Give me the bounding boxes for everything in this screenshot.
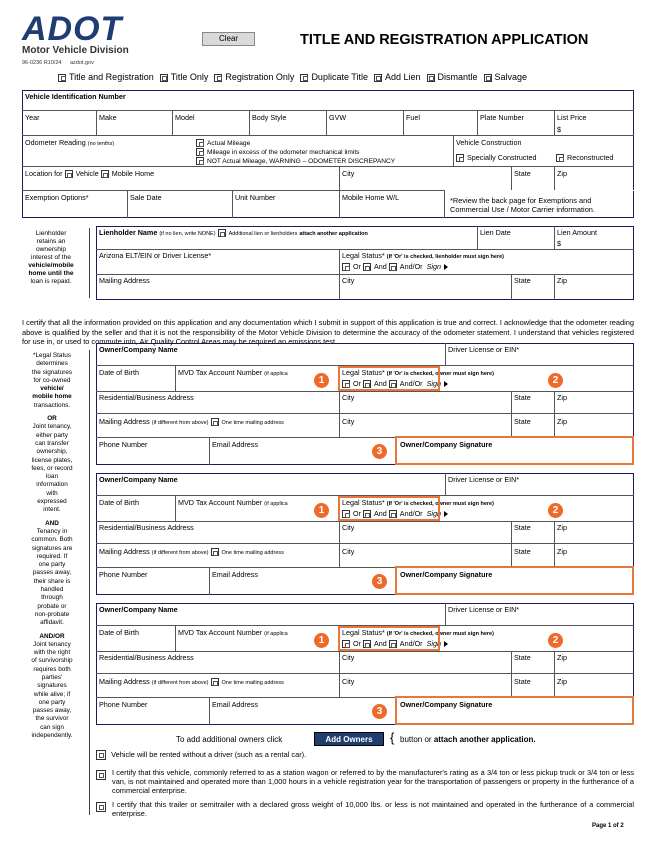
side-note-line: loan (45, 473, 59, 481)
vehicle-state[interactable]: State (514, 169, 531, 178)
owner-signature-field[interactable]: Owner/Company Signature (400, 440, 493, 449)
side-note-line: Joint tenancy (33, 640, 71, 648)
elt-field[interactable]: Arizona ELT/EIN or Driver License* (99, 251, 212, 260)
side-note-line: one party (38, 561, 66, 569)
currency-sign: $ (557, 125, 561, 134)
construction-reconstructed[interactable]: Reconstructed (556, 154, 613, 162)
declaration-rental[interactable]: Vehicle will be rented without a driver (such as a rental car). (96, 750, 306, 760)
owner-mail-state[interactable]: State (514, 417, 531, 426)
vin-label: Vehicle Identification Number (25, 92, 126, 101)
lien-legal-options[interactable]: Or And And/Or Sign (342, 263, 448, 271)
checkbox[interactable] (101, 170, 109, 178)
checkbox[interactable] (211, 678, 219, 686)
owner-res-zip[interactable]: Zip (557, 523, 567, 532)
checkbox[interactable] (484, 74, 492, 82)
arrow-right-icon (444, 264, 448, 270)
owner-residential-field[interactable]: Residential/Business Address (99, 393, 194, 402)
side-note-line: passes away, (32, 707, 72, 715)
option-title-only[interactable] (160, 72, 209, 86)
checkbox[interactable] (427, 74, 435, 82)
legal-status-highlight (338, 366, 440, 391)
side-note-line: determines (36, 360, 68, 368)
body-style-field[interactable]: Body Style (252, 113, 287, 122)
legal-status-highlight (338, 626, 440, 651)
side-note-line: transactions. (33, 401, 71, 409)
add-owners-button[interactable]: Add Owners (314, 732, 384, 746)
construction-special[interactable]: Specially Constructed (456, 154, 537, 162)
side-note-line: probate or (37, 602, 67, 610)
lien-city[interactable]: City (342, 276, 355, 285)
owner-license-field[interactable]: Driver License or EIN* (448, 475, 520, 484)
form-code: 96-0236 R10/24 (22, 60, 62, 66)
owner-legal-options[interactable]: Or And And/Or Sign (342, 510, 448, 518)
sign-label: Sign (426, 379, 441, 388)
checkbox[interactable] (211, 418, 219, 426)
owner-name-field[interactable]: Owner/Company Name (99, 345, 178, 354)
checkbox[interactable] (456, 154, 464, 162)
checkbox[interactable] (196, 157, 204, 165)
side-note-line: parties' (41, 673, 63, 681)
option-add-lien[interactable] (374, 72, 421, 86)
owner-mail-state[interactable]: State (514, 547, 531, 556)
option-dismantle[interactable] (427, 72, 478, 86)
owner-email-field[interactable]: Email Address (212, 440, 258, 449)
checkbox[interactable] (389, 263, 397, 271)
owner-residential-field[interactable]: Residential/Business Address (99, 653, 194, 662)
checkbox[interactable] (214, 74, 222, 82)
option-label: Dismantle (437, 72, 478, 82)
side-note-line: common. Both (31, 536, 73, 544)
lien-state[interactable]: State (514, 276, 531, 285)
side-note-line: AND/OR (39, 632, 65, 640)
signature-highlight (395, 566, 634, 595)
checkbox[interactable] (196, 139, 204, 147)
application-type-bar (22, 72, 634, 86)
owner-legal-options[interactable]: Or And And/Or Sign (342, 640, 448, 648)
checkbox[interactable] (96, 770, 106, 780)
side-note-line: independently. (31, 732, 73, 740)
make-field[interactable]: Make (99, 113, 117, 122)
owner-signature-field[interactable]: Owner/Company Signature (400, 700, 493, 709)
owner-mail-city[interactable]: City (342, 547, 355, 556)
marker-2: 2 (548, 373, 563, 388)
owner-email-field[interactable]: Email Address (212, 570, 258, 579)
owner-res-state[interactable]: State (514, 653, 531, 662)
owner-dob-field[interactable]: Date of Birth (99, 498, 139, 507)
marker-3: 3 (372, 574, 387, 589)
mobile-home-wl-field[interactable]: Mobile Home W/L (342, 193, 400, 202)
checkbox[interactable] (300, 74, 308, 82)
exemption-options-field[interactable]: Exemption Options* (25, 193, 89, 202)
side-note-line: fees, or record (31, 464, 73, 472)
side-note-line: one party (38, 698, 66, 706)
lien-amount-field[interactable]: Lien Amount (557, 228, 597, 237)
lien-mailing-address[interactable]: Mailing Address (99, 276, 150, 285)
owner-mvd-tax-field[interactable]: MVD Tax Account Number (if applica (178, 368, 288, 377)
owner-phone-field[interactable]: Phone Number (99, 440, 148, 449)
page-title: TITLE AND REGISTRATION APPLICATION (300, 32, 589, 48)
owner-signature-field[interactable]: Owner/Company Signature (400, 570, 493, 579)
model-field[interactable]: Model (175, 113, 195, 122)
side-note-line: the signatures (31, 368, 73, 376)
vehicle-zip[interactable]: Zip (557, 169, 567, 178)
side-note-line: for co-owned (33, 376, 71, 384)
side-note-line: affidavit. (40, 619, 64, 627)
checkbox[interactable] (342, 263, 350, 271)
list-price-field[interactable]: List Price (557, 113, 587, 122)
checkbox[interactable] (211, 548, 219, 556)
owner-phone-field[interactable]: Phone Number (99, 700, 148, 709)
construction-label: Vehicle Construction (456, 138, 522, 147)
legal-status-side-note (20, 352, 84, 740)
option-label: Add Lien (384, 72, 421, 82)
owner-mailing-field[interactable]: Mailing Address (if different from above) One time mailing address (99, 677, 284, 686)
marker-2: 2 (548, 633, 563, 648)
checkbox[interactable] (196, 148, 204, 156)
odometer-excess[interactable]: Mileage in excess of the odometer mechanical limits (196, 148, 359, 157)
owner-license-field[interactable]: Driver License or EIN* (448, 345, 520, 354)
legal-status-highlight (338, 496, 440, 521)
side-note-line: Joint tenancy, (32, 423, 72, 431)
add-owners-text: To add additional owners click (176, 735, 283, 744)
checkbox[interactable] (96, 802, 106, 812)
odometer-actual[interactable]: Actual Mileage (196, 139, 250, 148)
signature-highlight (395, 436, 634, 465)
owner-mailing-field[interactable]: Mailing Address (if different from above) One time mailing address (99, 547, 284, 556)
owner-legal-status: Legal Status* (If 'Or' is checked, owner must sign here) (342, 498, 494, 507)
fuel-field[interactable]: Fuel (406, 113, 420, 122)
sign-label: Sign (426, 509, 441, 518)
side-note-line: their share is (33, 577, 71, 585)
owner-mail-city[interactable]: City (342, 417, 355, 426)
side-note-line: license plates, (31, 456, 73, 464)
vehicle-city[interactable]: City (342, 169, 355, 178)
marker-1: 1 (314, 633, 329, 648)
option-salvage[interactable] (484, 72, 528, 86)
checkbox[interactable] (374, 74, 382, 82)
owner-legal-status: Legal Status* (If 'Or' is checked, owner must sign here) (342, 368, 494, 377)
unit-number-field[interactable]: Unit Number (235, 193, 276, 202)
side-note-line: vehicle/ (40, 385, 64, 393)
owner-legal-status: Legal Status* (If 'Or' is checked, owner must sign here) (342, 628, 494, 637)
sign-label: Sign (426, 639, 441, 648)
owner-license-field[interactable]: Driver License or EIN* (448, 605, 520, 614)
checkbox[interactable] (556, 154, 564, 162)
owner-residential-field[interactable]: Residential/Business Address (99, 523, 194, 532)
odometer-not-actual[interactable]: NOT Actual Mileage, WARNING – ODOMETER DISCREPANCY (196, 157, 395, 166)
option-label: Title and Registration (69, 72, 154, 82)
side-note-line: OR (47, 415, 57, 423)
owner-mail-city[interactable]: City (342, 677, 355, 686)
side-note-line: signatures (37, 682, 67, 690)
owner-res-city[interactable]: City (342, 653, 355, 662)
gvw-field[interactable]: GVW (329, 113, 347, 122)
owner-res-zip[interactable]: Zip (557, 393, 567, 402)
option-label: Duplicate Title (311, 72, 368, 82)
clear-button[interactable]: Clear (202, 32, 255, 46)
owner-mail-state[interactable]: State (514, 677, 531, 686)
side-note-line: intent. (43, 506, 61, 514)
page-number: Page 1 of 2 (592, 823, 624, 829)
side-note-line: ownership, (36, 448, 68, 456)
declaration-light-truck[interactable]: I certify that this vehicle, commonly referred to as a station wagon or referred to by the manufacturer's rating as a 3/4 ton or less pickup truck or 3/4 ton or less van, is not maintained and operated more than 1,000 hours in a vehicle registration year for the transportation of passengers or property in the furtherance of a commercial enterprise. (96, 768, 634, 795)
side-note-line: either party (36, 431, 68, 439)
checkbox[interactable] (160, 74, 168, 82)
owner-legal-options[interactable]: Or And And/Or Sign (342, 380, 448, 388)
side-note-line: non-probate (34, 610, 70, 618)
signature-highlight (395, 696, 634, 725)
side-note-line: can sign (40, 723, 64, 731)
side-note-line: AND (45, 519, 59, 527)
lien-date-field[interactable]: Lien Date (480, 228, 511, 237)
option-label: Title Only (170, 72, 209, 82)
checkbox[interactable] (218, 229, 226, 237)
side-note-line: the survivor (35, 715, 69, 723)
marker-3: 3 (372, 704, 387, 719)
owner-name-field[interactable]: Owner/Company Name (99, 475, 178, 484)
owner-res-city[interactable]: City (342, 523, 355, 532)
owner-email-field[interactable]: Email Address (212, 700, 258, 709)
side-note-line: with the right (33, 649, 71, 657)
sign-label: Sign (426, 262, 441, 271)
side-note-line: mobile home (32, 393, 72, 401)
side-note-line: with (46, 489, 58, 497)
side-note-line: requires both (33, 665, 71, 673)
side-note-line: while alive; if (33, 690, 71, 698)
brace-icon: { (390, 730, 395, 745)
lien-zip[interactable]: Zip (557, 276, 567, 285)
side-note-line: expressed (37, 498, 67, 506)
owner-name-field[interactable]: Owner/Company Name (99, 605, 178, 614)
side-note-line: signatures are (31, 544, 73, 552)
owner-mvd-tax-field[interactable]: MVD Tax Account Number (if applica (178, 628, 288, 637)
option-registration-only[interactable] (214, 72, 294, 86)
adot-logo: ADOT (22, 10, 123, 48)
side-note-line: through (41, 594, 63, 602)
review-note: *Review the back page for Exemptions and Commercial Use / Motor Carrier information. (450, 196, 595, 214)
declaration-trailer[interactable]: I certify that this trailer or semitrailer with a declared gross weight of 10,000 lbs. or less is not maintained and operated in the furtherance of a commercial enterprise. (96, 800, 634, 818)
checkbox[interactable] (363, 263, 371, 271)
lien-legal-status: Legal Status* (If 'Or' is checked, lienholder must sign here) (342, 251, 504, 260)
sale-date-field[interactable]: Sale Date (130, 193, 162, 202)
side-note-line: required. If (36, 552, 68, 560)
side-note-line: of survivorship (31, 657, 73, 665)
side-note-line: *Legal Status (32, 352, 72, 359)
plate-number-field[interactable]: Plate Number (480, 113, 524, 122)
lien-side-note: Lienholder retains an ownership interest of the vehicle/mobile home until the loan is repaid. (28, 230, 74, 285)
website: azdot.gov (70, 60, 94, 66)
marker-1: 1 (314, 373, 329, 388)
option-title-registration[interactable] (58, 72, 154, 86)
certification-statement: I certify that all the information provided on this application and any documentation which I submit in support of this application is true and correct. I acknowledge that the odometer reading above is qualified by the seller and that it is not the responsibility of the Motor Vehicle Division to determine the accuracy of the odometer statement. I understand that vehicles registered for use in, or used to commute into, Air Quality Control Areas may be required an emissions test. (22, 318, 634, 346)
arrow-right-icon (444, 381, 448, 387)
side-note-line: passes away, (32, 569, 72, 577)
owner-dob-field[interactable]: Date of Birth (99, 368, 139, 377)
marker-1: 1 (314, 503, 329, 518)
owner-res-zip[interactable]: Zip (557, 653, 567, 662)
location-label: Location for Vehicle Mobile Home (25, 169, 155, 178)
owner-mvd-tax-field[interactable]: MVD Tax Account Number (if applica (178, 498, 288, 507)
option-label: Registration Only (225, 72, 295, 82)
owner-mail-zip[interactable]: Zip (557, 547, 567, 556)
arrow-right-icon (444, 641, 448, 647)
owner-mailing-field[interactable]: Mailing Address (if different from above) One time mailing address (99, 417, 284, 426)
side-note-line: information (36, 481, 68, 489)
currency-sign: $ (557, 239, 561, 248)
side-note-line: can transfer (35, 439, 69, 447)
option-duplicate-title[interactable] (300, 72, 368, 86)
arrow-right-icon (444, 511, 448, 517)
side-note-line: handled (40, 586, 64, 594)
owner-mail-zip[interactable]: Zip (557, 417, 567, 426)
owner-res-city[interactable]: City (342, 393, 355, 402)
owner-mail-zip[interactable]: Zip (557, 677, 567, 686)
odometer-label: Odometer Reading (no tenths) (25, 138, 115, 147)
checkbox[interactable] (65, 170, 73, 178)
division-name: Motor Vehicle Division (22, 45, 129, 56)
add-owners-after: button or attach another application. (400, 735, 536, 744)
option-label: Salvage (494, 72, 528, 82)
owner-res-state[interactable]: State (514, 393, 531, 402)
checkbox[interactable] (58, 74, 66, 82)
owner-dob-field[interactable]: Date of Birth (99, 628, 139, 637)
lienholder-name-field[interactable]: Lienholder Name (if no lien, write NONE) Additional lien or lienholders attach another application (99, 228, 368, 237)
marker-3: 3 (372, 444, 387, 459)
owner-phone-field[interactable]: Phone Number (99, 570, 148, 579)
side-note-line: Tenancy in (36, 527, 68, 535)
marker-2: 2 (548, 503, 563, 518)
year-field[interactable]: Year (25, 113, 40, 122)
owner-res-state[interactable]: State (514, 523, 531, 532)
checkbox[interactable] (96, 750, 106, 760)
